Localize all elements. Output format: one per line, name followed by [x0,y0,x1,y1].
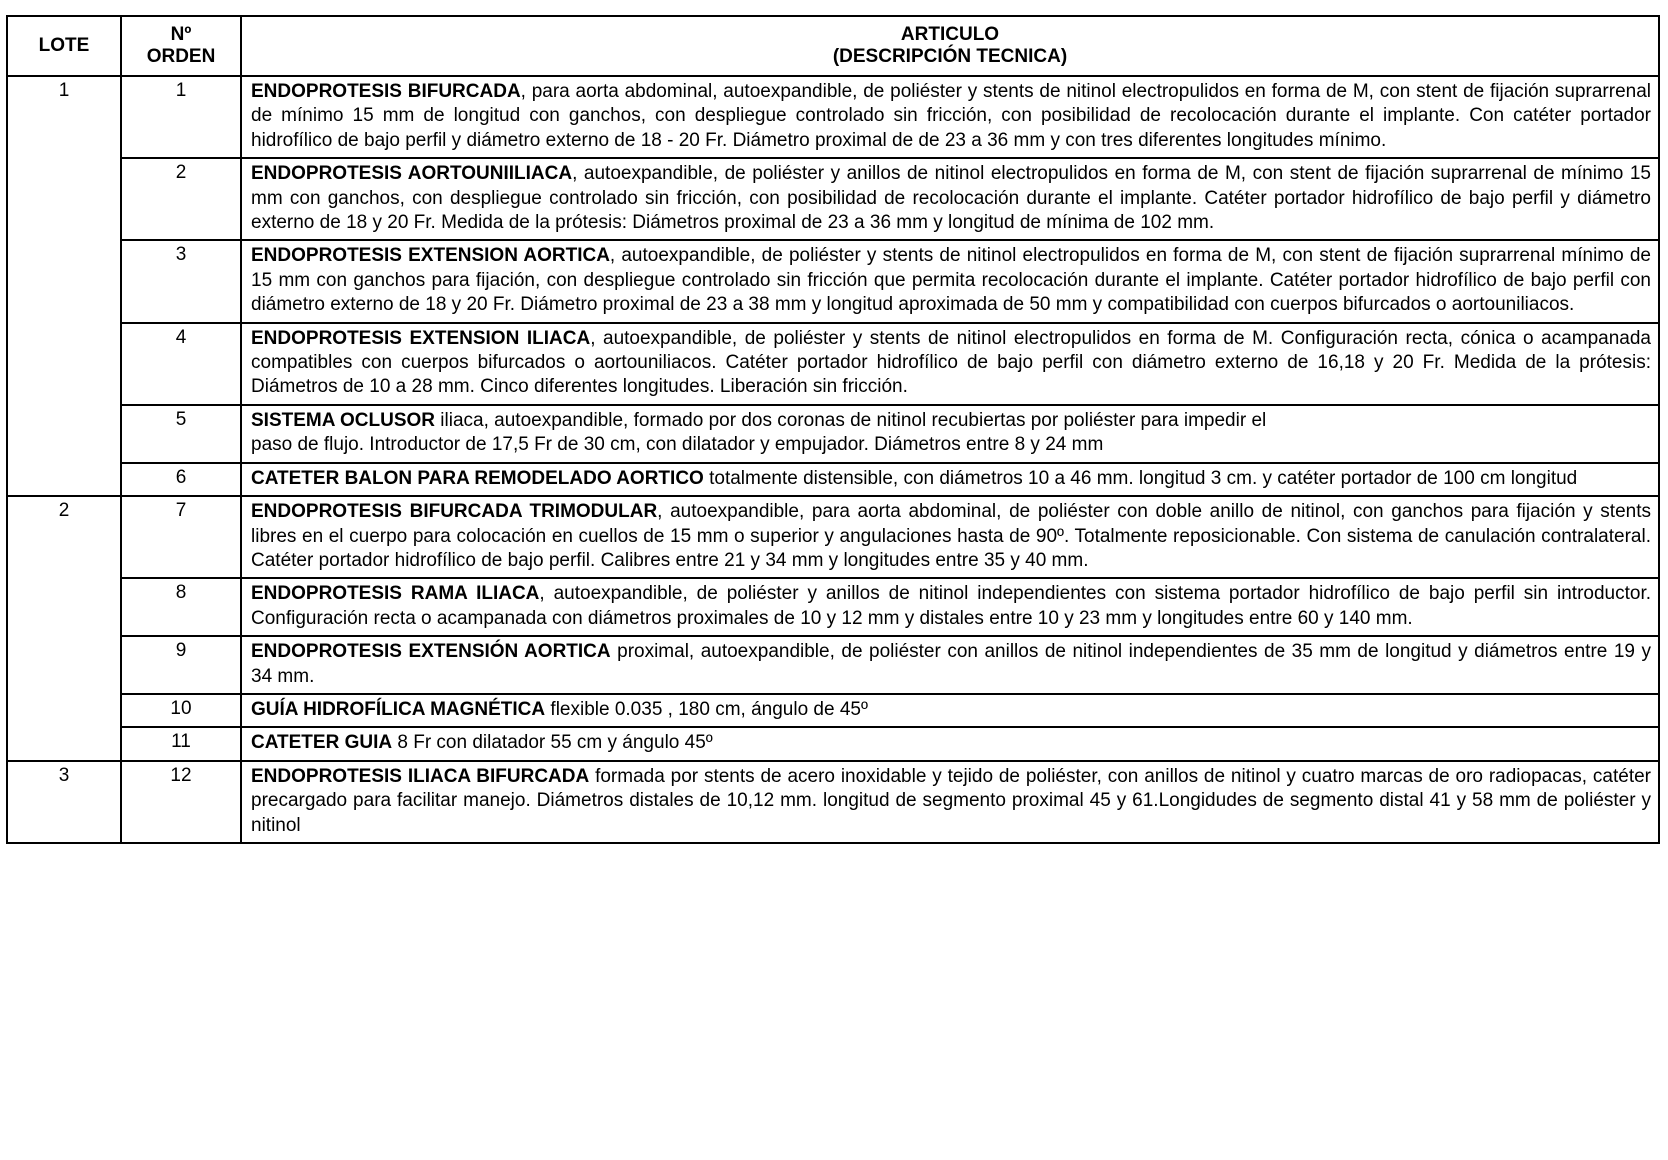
item-description: flexible 0.035 , 180 cm, ángulo de 45º [545,698,868,720]
item-name: ENDOPROTESIS EXTENSION ILIACA [251,327,591,349]
articulo-cell [241,496,1659,578]
articulo-cell [241,323,1659,405]
orden-cell: 9 [121,636,241,694]
item-description: proximal, autoexpandible, de poliéster con anillos de nitinol independientes de 35 mm de longitud y diámetros entre 19 y 34 mm. [251,641,1651,687]
item-description: , autoexpandible, de poliéster y anillos de nitinol independientes con sistema portador hidrofílico de bajo perfil sin introductor. Configuración recta o acampanada con diámetros proximales de 10 y 12 mm y distales entre 10 y 23 mm y longitudes entre 60 y 140 mm. [251,583,1651,629]
item-name: CATETER GUIA [251,732,393,754]
header-orden-line1: Nº [170,24,192,45]
orden-cell: 1 [121,76,241,158]
table-row [7,496,1659,578]
articulo-cell [241,463,1659,496]
lote-cell: 1 [7,76,121,496]
table-row [7,463,1659,496]
item-name: ENDOPROTESIS AORTOUNIILIACA [251,163,573,185]
table-row [7,76,1659,158]
orden-cell: 11 [121,727,241,760]
table-row [7,158,1659,240]
item-name: ENDOPROTESIS EXTENSIÓN AORTICA [251,641,611,663]
orden-cell: 4 [121,323,241,405]
articulo-cell [241,578,1659,636]
header-articulo-line2: (DESCRIPCIÓN TECNICA) [832,46,1068,67]
item-description: iliaca, autoexpandible, formado por dos coronas de nitinol recubiertas por poliéster para impedir el [435,409,1267,431]
item-description: , autoexpandible, de poliéster y stents de nitinol electropulidos en forma de M, con stent de fijación suprarrenal mínimo de 15 mm con ganchos para fijación, con despliegue controlado sin fricción que permita recolocación durante el implante. Catéter portador hidrofílico de bajo perfil con diámetro externo de 18 y 20 Fr. Diámetro proximal de 23 a 38 mm y longitud aproximada de 50 mm y compatibilidad con cuerpos bifurcados o aortouniliacos. [251,245,1651,316]
orden-cell: 2 [121,158,241,240]
table-row [7,578,1659,636]
item-description: , para aorta abdominal, autoexpandible, de poliéster y stents de nitinol electropulidos en forma de M, con stent de fijación suprarrenal de mínimo 15 mm de longitud con ganchos, con despliegue controlado sin fricción, con posibilidad de recolocación durante el implante. Con catéter portador hidrofílico de bajo perfil y diámetro externo de 18 - 20 Fr. Diámetro proximal de de 23 a 36 mm y con tres diferentes longitudes mínimo. [251,81,1651,151]
orden-cell: 12 [121,761,241,843]
table-row [7,694,1659,727]
orden-cell: 6 [121,463,241,496]
item-description: formada por stents de acero inoxidable y tejido de poliéster, con anillos de nitinol y cuatro marcas de oro radiopacas, catéter precargado para facilitar manejo. Diámetros distales de 10,12 mm. longitud de segmento proximal 45 y 61.Longidudes de segmento distal 41 y 58 mm de poliéster y nitinol [251,765,1651,836]
lote-cell: 3 [7,761,121,843]
header-orden [121,16,241,76]
item-name: ENDOPROTESIS BIFURCADA TRIMODULAR [251,501,658,523]
item-description: , autoexpandible, de poliéster y stents de nitinol electropulidos en forma de M. Configuración recta, cónica o acampanada compatibles con cuerpos bifurcados o aortouniliacos. Catéter portador hidrofílico de bajo perfil con diámetro externo de 16,18 y 20 Fr. Medida de la prótesis: Diámetros de 10 a 28 mm. Cinco diferentes longitudes. Liberación sin fricción. [251,327,1651,398]
table-row [7,636,1659,694]
articulo-cell [241,761,1659,843]
table-row [7,240,1659,322]
orden-cell: 7 [121,496,241,578]
header-articulo [241,16,1659,76]
item-name: CATETER BALON PARA REMODELADO AORTICO [251,467,704,489]
item-name: ENDOPROTESIS RAMA ILIACA [251,583,540,605]
table-row [7,405,1659,463]
orden-cell: 5 [121,405,241,463]
table-row [7,761,1659,843]
articulo-cell [241,636,1659,694]
table-row [7,323,1659,405]
header-lote: LOTE [7,16,121,76]
articulo-cell [241,694,1659,727]
header-orden-line2: ORDEN [146,46,216,67]
item-description: , autoexpandible, de poliéster y anillos de nitinol electropulidos en forma de M, con stent de fijación suprarrenal de mínimo 15 mm con ganchos, con despliegue controlado sin fricción, con posibilidad de recolocación durante el implante. Catéter portador hidrofílico de bajo perfil y diámetro externo de 18 y 20 Fr. Medida de la prótesis: Diámetros proximal de 23 a 36 mm y longitud de mínima de 102 mm. [251,163,1652,234]
item-name: ENDOPROTESIS BIFURCADA [251,81,521,102]
item-name: ENDOPROTESIS EXTENSION AORTICA [251,245,610,267]
orden-cell: 8 [121,578,241,636]
articulo-cell [241,76,1659,158]
lote-cell: 2 [7,496,121,761]
articulo-cell [241,727,1659,760]
item-name: SISTEMA OCLUSOR [251,409,436,431]
articulo-cell [241,240,1659,322]
orden-cell: 10 [121,694,241,727]
item-description: , autoexpandible, para aorta abdominal, de poliéster con doble anillo de nitinol, con ganchos para fijación y stents libres en el cuerpo para colocación en cuellos de 15 mm o superior y angulaciones hasta de 90º. Totalmente reposicionable. Con sistema de canulación contralateral. Catéter portador hidrofílico de bajo perfil. Calibres entre 21 y 34 mm y longitudes entre 35 y 40 mm. [251,501,1651,571]
item-description: totalmente distensible, con diámetros 10 a 46 mm. longitud 3 cm. y catéter portador de 100 cm longitud [703,467,1578,489]
item-description: 8 Fr con dilatador 55 cm y ángulo 45º [392,732,713,754]
articulo-cell [241,158,1659,240]
header-articulo-line1: ARTICULO [900,24,1000,45]
item-description-line2: paso de flujo. Introductor de 17,5 Fr de 30 cm, con dilatador y empujador. Diámetros entre 8 y 24 mm [251,434,1104,456]
header-row [7,16,1659,76]
table-row [7,727,1659,760]
technical-specs-table [6,15,1660,844]
item-name: GUÍA HIDROFÍLICA MAGNÉTICA [251,698,546,720]
articulo-cell [241,405,1659,463]
orden-cell: 3 [121,240,241,322]
item-name: ENDOPROTESIS ILIACA BIFURCADA [251,765,590,787]
